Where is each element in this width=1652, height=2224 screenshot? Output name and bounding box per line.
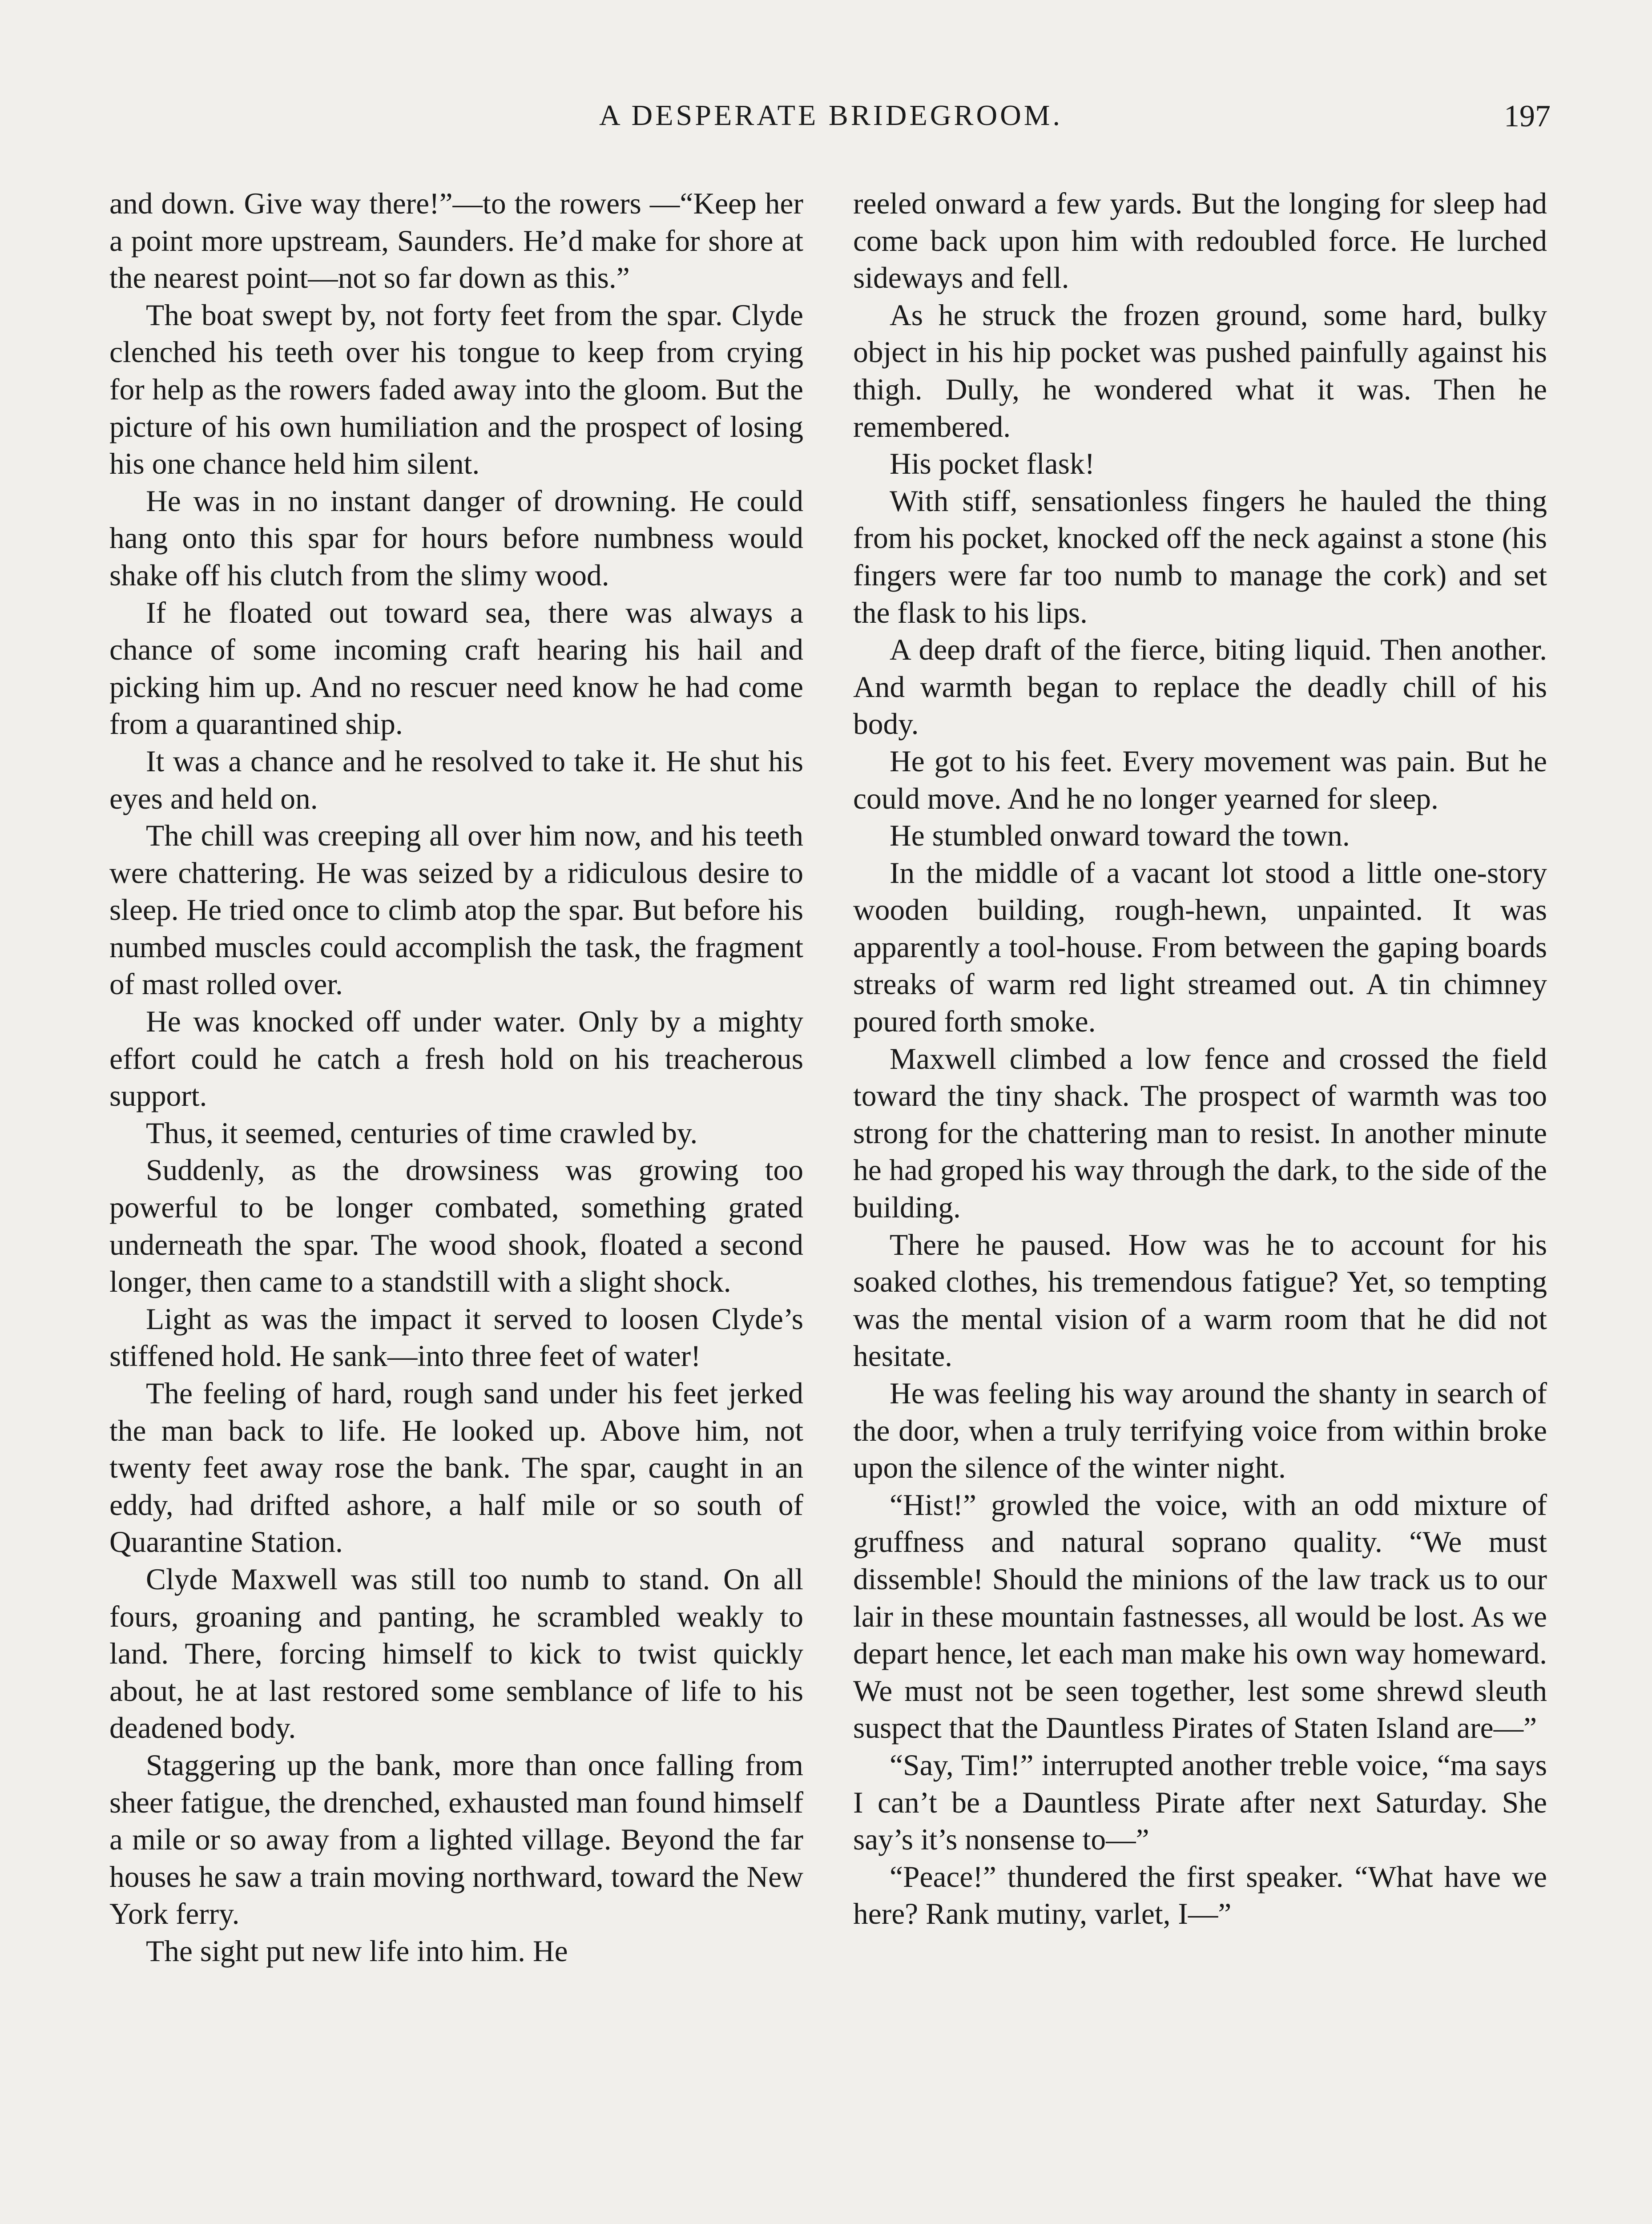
paragraph: The boat swept by, not forty feet from the spar. Clyde clenched his teeth over his tongue to keep from crying for help as the rowers faded away into the gloom. But the picture of his own humiliation and the prospect of losing his one chance held him silent. xyxy=(109,298,803,481)
paragraph: His pocket flask! xyxy=(890,447,1095,481)
paragraph: Suddenly, as the drowsiness was growing too powerful to be longer combated, something grated underneath the spar. The wood shook, floated a second longer, then came to a standstill with a slight shock. xyxy=(109,1153,803,1299)
paragraph: As he struck the frozen ground, some hard, bulky object in his hip pocket was pushed painfully against his thigh. Dully, he wondered what it was. Then he remembered. xyxy=(853,298,1547,443)
paragraph: and down. Give way there!”—to the rowers —“Keep her a point more upstream, Saunders. He’d make for shore at the nearest point—not so far down as this.” xyxy=(109,187,803,295)
paragraph: A deep draft of the fierce, biting liquid. Then another. And warmth began to replace the deadly chill of his body. xyxy=(853,633,1547,741)
paragraph: The sight put new life into him. He xyxy=(146,1934,568,1968)
running-title: A DESPERATE BRIDEGROOM. xyxy=(599,99,1063,132)
paragraph: Maxwell climbed a low fence and crossed the field toward the tiny shack. The prospect of warmth was too strong for the chattering man to resist. In another minute he had groped his way through the dark, to the side of the building. xyxy=(853,1042,1547,1225)
paragraph: There he paused. How was he to account for his soaked clothes, his tremendous fatigue? Yet, so tempting was the mental vision of a warm room that he did not hesitate. xyxy=(853,1228,1547,1373)
paragraph: Light as was the impact it served to loosen Clyde’s stiffened hold. He sank—into three feet of water! xyxy=(109,1302,803,1373)
paragraph: The feeling of hard, rough sand under his feet jerked the man back to life. He looked up. Above him, not twenty feet away rose the bank. The spar, caught in an eddy, had drifted ashore, a half mile or so south of Quarantine Station. xyxy=(109,1377,803,1559)
paragraph: “Say, Tim!” interrupted another treble voice, “ma says I can’t be a Dauntless Pirate after next Saturday. She say’s it’s nonsense to—” xyxy=(853,1748,1547,1857)
page-header xyxy=(111,99,1551,139)
page-number: 197 xyxy=(1504,99,1551,133)
paragraph: If he floated out toward sea, there was always a chance of some incoming craft hearing his hail and picking him up. And no rescuer need know he had come from a quarantined ship. xyxy=(109,596,803,741)
paragraph: With stiff, sensationless fingers he hauled the thing from his pocket, knocked off the neck against a stone (his fingers were far too numb to manage the cork) and set the flask to his lips. xyxy=(853,484,1547,629)
paragraph: He stumbled onward toward the town. xyxy=(890,819,1350,853)
right-column xyxy=(853,185,1547,1933)
paragraph: Clyde Maxwell was still too numb to stand. On all fours, groaning and panting, he scrambled weakly to land. There, forcing himself to kick to twist quickly about, he at last restored some semblance of life to his deadened body. xyxy=(109,1562,803,1745)
paragraph: In the middle of a vacant lot stood a little one-story wooden building, rough-hewn, unpainted. It was apparently a tool-house. From between the gaping boards streaks of warm red light streamed out. A tin chimney poured forth smoke. xyxy=(853,856,1547,1039)
paragraph: He got to his feet. Every movement was pain. But he could move. And he no longer yearned for sleep. xyxy=(853,744,1547,815)
paragraph: reeled onward a few yards. But the longing for sleep had come back upon him with redoubled force. He lurched sideways and fell. xyxy=(853,187,1547,295)
paragraph: “Peace!” thundered the first speaker. “What have we here? Rank mutiny, varlet, I—” xyxy=(853,1860,1547,1931)
paragraph: Staggering up the bank, more than once falling from sheer fatigue, the drenched, exhausted man found himself a mile or so away from a lighted village. Beyond the far houses he saw a train moving northward, toward the New York ferry. xyxy=(109,1748,803,1931)
paragraph: He was feeling his way around the shanty in search of the door, when a truly terrifying voice from within broke upon the silence of the winter night. xyxy=(853,1377,1547,1485)
left-column xyxy=(109,185,803,1970)
paragraph: He was in no instant danger of drowning. He could hang onto this spar for hours before numbness would shake off his clutch from the slimy wood. xyxy=(109,484,803,592)
paragraph: The chill was creeping all over him now, and his teeth were chattering. He was seized by a ridiculous desire to sleep. He tried once to climb atop the spar. But before his numbed muscles could accomplish the task, the fragment of mast rolled over. xyxy=(109,819,803,1001)
paragraph: He was knocked off under water. Only by a mighty effort could he catch a fresh hold on his treacherous support. xyxy=(109,1005,803,1113)
paragraph: It was a chance and he resolved to take it. He shut his eyes and held on. xyxy=(109,744,803,815)
paragraph: Thus, it seemed, centuries of time crawled by. xyxy=(146,1116,698,1150)
paragraph: “Hist!” growled the voice, with an odd mixture of gruffness and natural soprano quality. “We must dissemble! Should the minions of the law track us to our lair in these mountain fastnesses, all would be lost. As we depart hence, let each man make his own way homeward. We must not be seen together, lest some shrewd sleuth suspect that the Dauntless Pirates of Staten Island are—” xyxy=(853,1488,1547,1745)
